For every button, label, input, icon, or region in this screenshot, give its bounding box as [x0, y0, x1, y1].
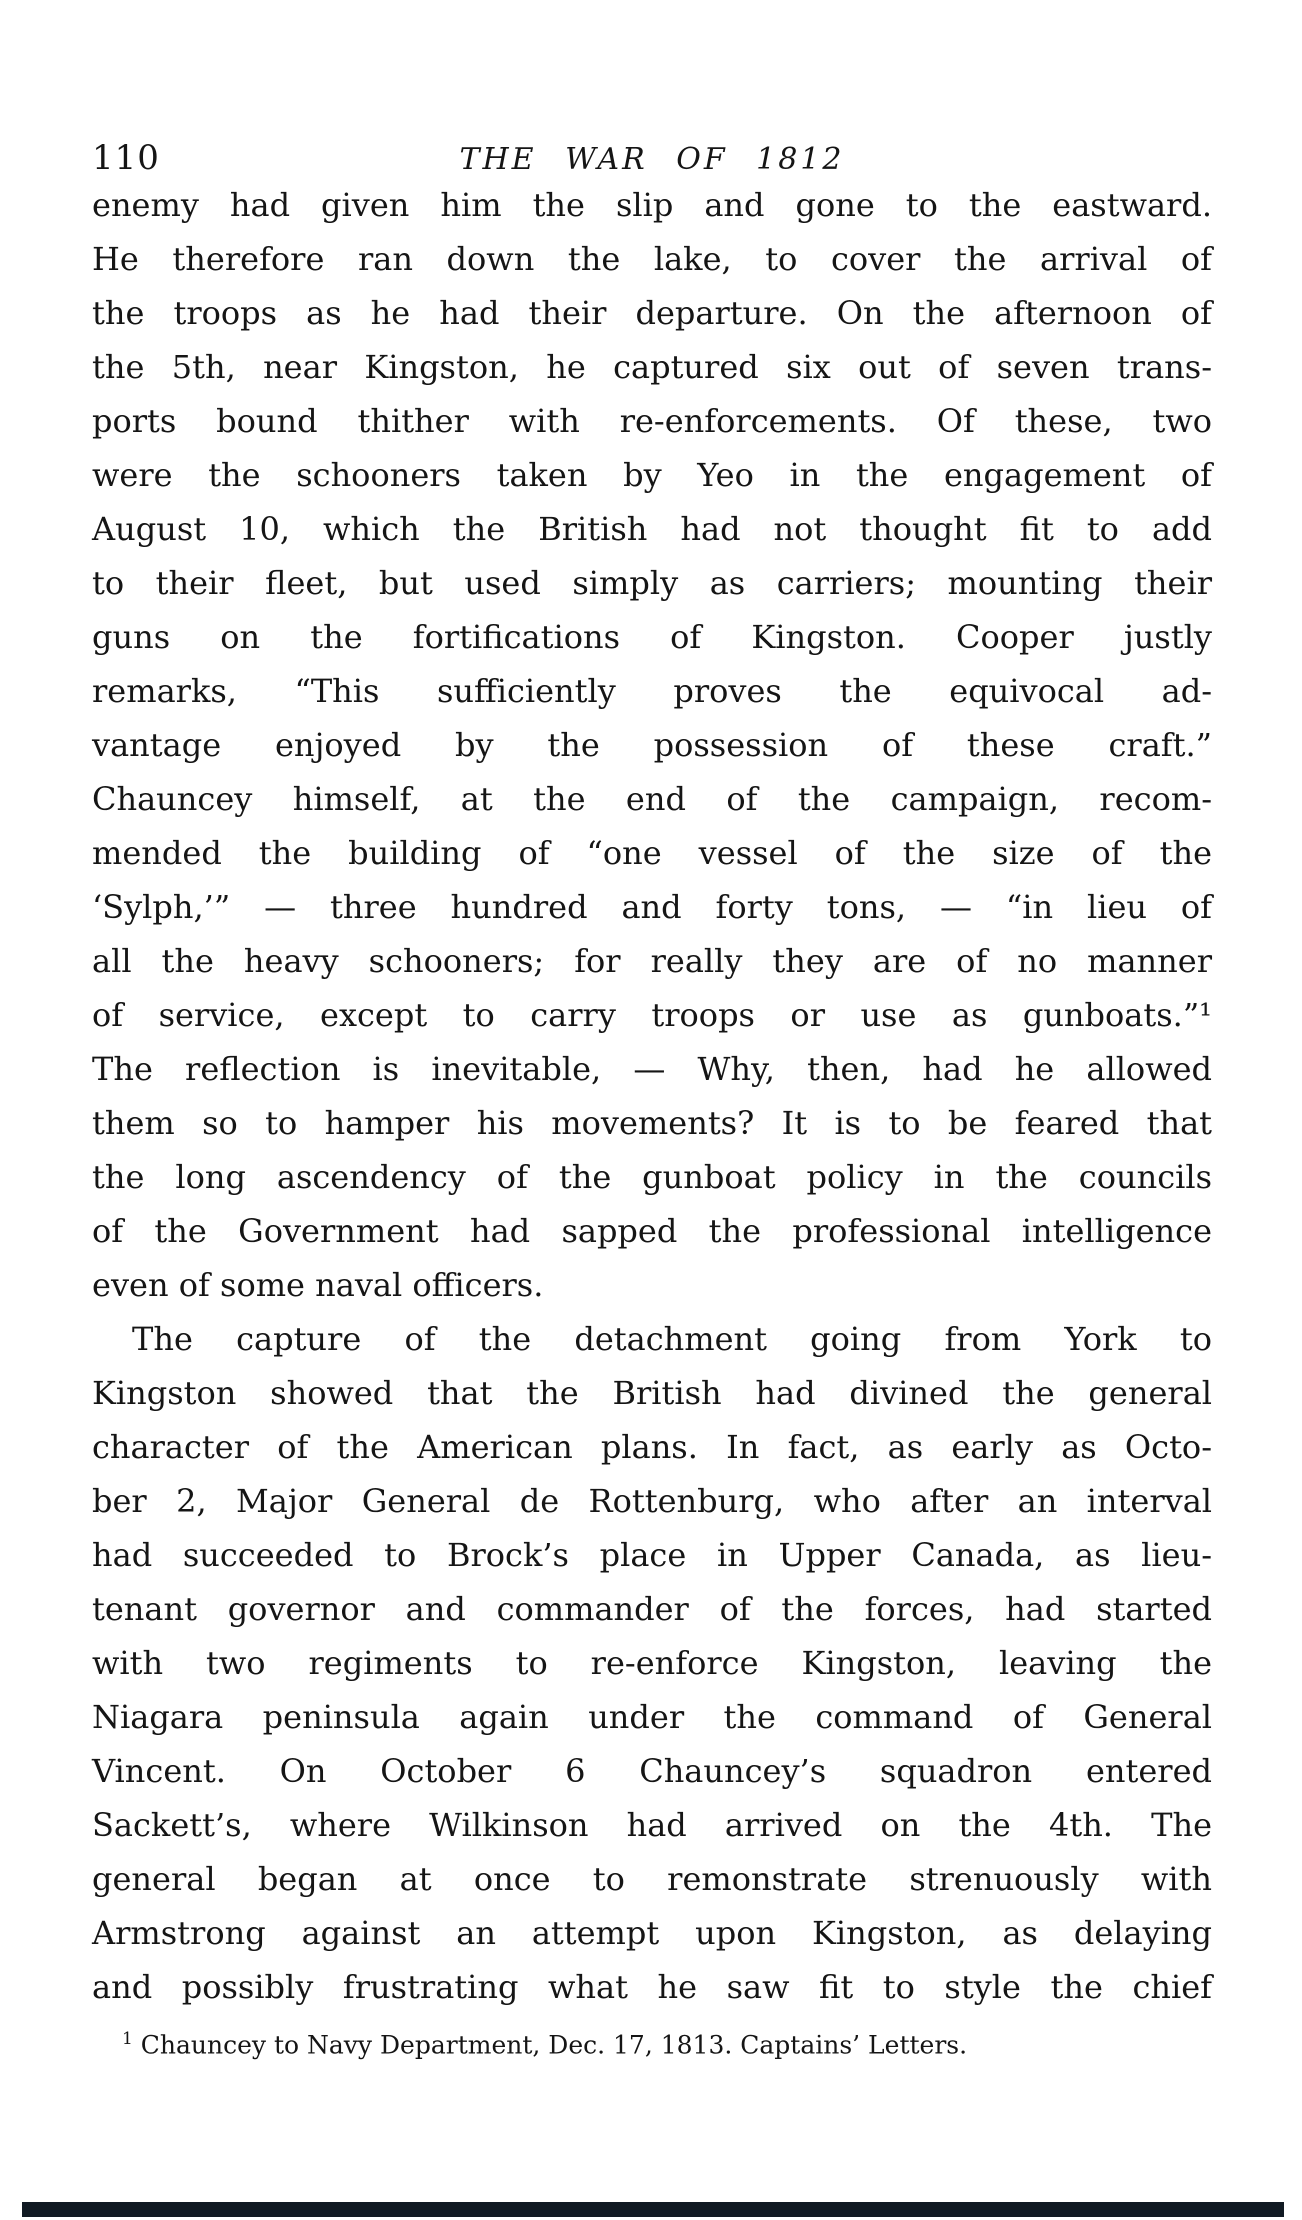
text-line: Sackett’s, where Wilkinson had arrived on the 4th. The	[92, 1806, 1212, 1844]
running-title: THE WAR OF 1812	[459, 142, 845, 177]
text-line: the long ascendency of the gunboat policy in the councils	[92, 1158, 1212, 1196]
text-line: mended the building of “one vessel of the size of the	[92, 834, 1212, 872]
text-line: even of some naval officers.	[92, 1266, 544, 1304]
scan-artifact-bar	[22, 2202, 1284, 2217]
text-line: ber 2, Major General de Rottenburg, who after an interval	[92, 1482, 1212, 1520]
text-line: ports bound thither with re-enforcements. Of these, two	[92, 402, 1212, 440]
text-line: of the Government had sapped the professional intelligence	[92, 1212, 1212, 1250]
text-line: them so to hamper his movements? It is to be feared that	[92, 1104, 1212, 1142]
text-line: The reflection is inevitable, — Why, then, had he allowed	[92, 1050, 1212, 1088]
footnote-marker: 1	[122, 2029, 133, 2049]
text-line: were the schooners taken by Yeo in the engagement of	[92, 456, 1212, 494]
text-line: the 5th, near Kingston, he captured six out of seven trans-	[92, 348, 1212, 386]
text-line: Armstrong against an attempt upon Kingston, as delaying	[92, 1914, 1212, 1952]
page-header	[92, 138, 1212, 182]
text-line: August 10, which the British had not thought fit to add	[92, 510, 1212, 548]
text-line: remarks, “This sufficiently proves the equivocal ad-	[92, 672, 1212, 710]
text-line: guns on the fortifications of Kingston. Cooper justly	[92, 618, 1212, 656]
page-number: 110	[92, 138, 160, 178]
text-line: The capture of the detachment going from York to	[132, 1320, 1212, 1358]
text-line: enemy had given him the slip and gone to the eastward.	[92, 186, 1212, 224]
text-line: ‘Sylph,’” — three hundred and forty tons, — “in lieu of	[92, 888, 1212, 926]
footnote-text: Chauncey to Navy Department, Dec. 17, 1813. Captains’ Letters.	[140, 2030, 968, 2060]
text-line: character of the American plans. In fact, as early as Octo-	[92, 1428, 1212, 1466]
text-line: with two regiments to re-enforce Kingston, leaving the	[92, 1644, 1212, 1682]
text-line: tenant governor and commander of the forces, had started	[92, 1590, 1212, 1628]
text-line: all the heavy schooners; for really they are of no manner	[92, 942, 1212, 980]
text-line: and possibly frustrating what he saw fit to style the chief	[92, 1968, 1212, 2006]
text-line: general began at once to remonstrate strenuously with	[92, 1860, 1212, 1898]
body-text	[92, 178, 1212, 2014]
text-line: the troops as he had their departure. On the afternoon of	[92, 294, 1212, 332]
text-line: Niagara peninsula again under the command of General	[92, 1698, 1212, 1736]
text-line: Vincent. On October 6 Chauncey’s squadron entered	[92, 1752, 1212, 1790]
text-line: Kingston showed that the British had divined the general	[92, 1374, 1212, 1412]
text-line: to their fleet, but used simply as carriers; mounting their	[92, 564, 1212, 602]
text-line: He therefore ran down the lake, to cover the arrival of	[92, 240, 1212, 278]
text-line: had succeeded to Brock’s place in Upper Canada, as lieu-	[92, 1536, 1212, 1574]
text-line: Chauncey himself, at the end of the campaign, recom-	[92, 780, 1212, 818]
text-line: of service, except to carry troops or use as gunboats.”¹	[92, 996, 1212, 1034]
footnote	[122, 2022, 1182, 2062]
text-line: vantage enjoyed by the possession of these craft.”	[92, 726, 1212, 764]
